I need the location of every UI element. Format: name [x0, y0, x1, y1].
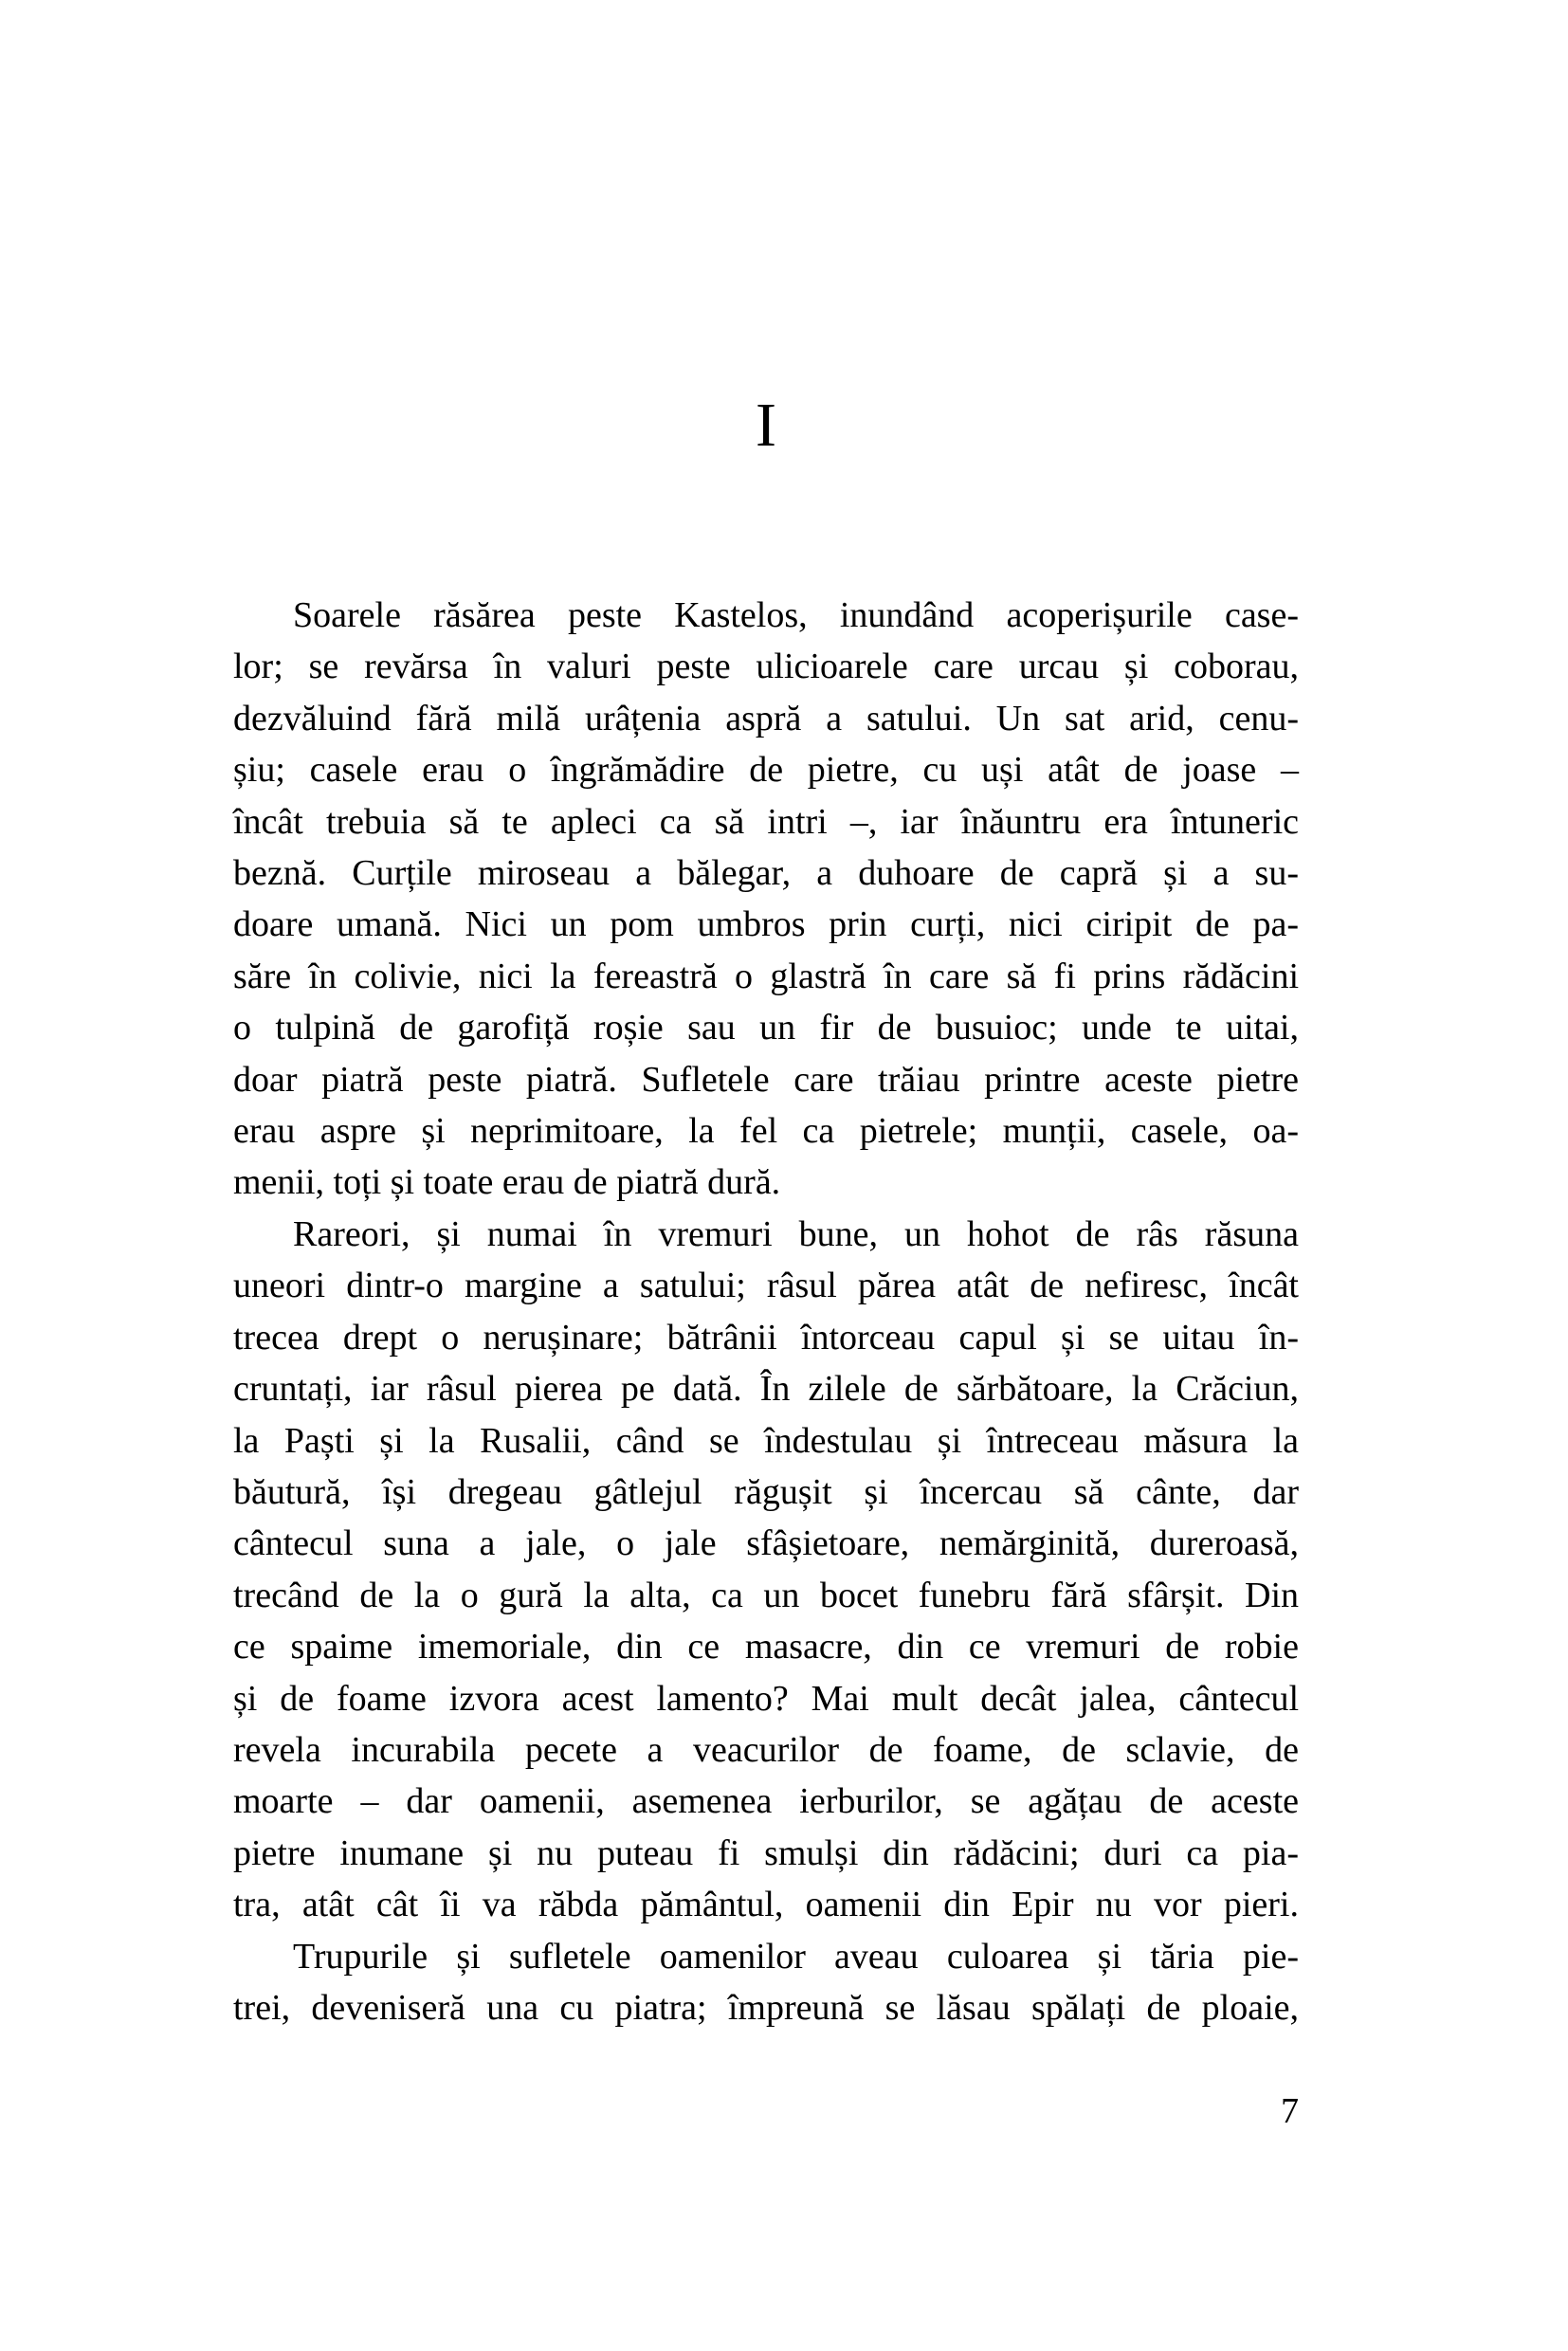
text-line: Rareori, și numai în vremuri bune, un hohot de râs răsuna	[293, 1213, 1299, 1254]
text-line: încât trebuia să te apleci ca să intri –, iar înăuntru era întuneric	[233, 801, 1299, 842]
text-line: beznă. Curțile miroseau a bălegar, a duhoare de capră și a su-	[233, 853, 1299, 894]
chapter-heading: I	[756, 391, 776, 460]
text-line: trecând de la o gură la alta, ca un bocet funebru fără sfârșit. Din	[233, 1575, 1299, 1615]
text-line: cântecul suna a jale, o jale sfâșietoare, nemărginită, dureroasă,	[233, 1523, 1299, 1564]
text-line: doare umană. Nici un pom umbros prin curți, nici ciripit de pa-	[233, 904, 1299, 945]
text-line: lor; se revărsa în valuri peste ulicioarele care urcau și coborau,	[233, 647, 1299, 687]
text-line: erau aspre și neprimitoare, la fel ca pietrele; munții, casele, oa-	[233, 1111, 1299, 1152]
text-line: revela incurabila pecete a veacurilor de foame, de sclavie, de	[233, 1729, 1299, 1770]
text-line: trei, deveniseră una cu piatra; împreună se lăsau spălați de ploaie,	[233, 1987, 1299, 2028]
text-line: săre în colivie, nici la fereastră o glastră în care să fi prins rădăcini	[233, 956, 1299, 996]
text-line: tra, atât cât îi va răbda pământul, oamenii din Epir nu vor pieri.	[233, 1885, 1299, 1925]
text-line: pietre inumane și nu puteau fi smulși din rădăcini; duri ca pia-	[233, 1832, 1299, 1873]
body-text	[233, 590, 1299, 2033]
page-number: 7	[1281, 2091, 1299, 2131]
text-line: o tulpină de garofiță roșie sau un fir de busuioc; unde te uitai,	[233, 1008, 1299, 1048]
text-line: și de foame izvora acest lamento? Mai mult decât jalea, cântecul	[233, 1678, 1299, 1719]
text-line: trecea drept o nerușinare; bătrânii întorceau capul și se uitau în-	[233, 1317, 1299, 1358]
text-line: uneori dintr-o margine a satului; râsul părea atât de nefiresc, încât	[233, 1266, 1299, 1306]
text-line: Trupurile și sufletele oamenilor aveau culoarea și tăria pie-	[293, 1936, 1299, 1977]
text-line: Soarele răsărea peste Kastelos, inundând acoperișurile case-	[293, 595, 1299, 635]
text-line: doar piatră peste piatră. Sufletele care trăiau printre aceste pietre	[233, 1059, 1299, 1100]
text-line: la Paști și la Rusalii, când se îndestulau și întreceau măsura la	[233, 1420, 1299, 1461]
text-line: băutură, își dregeau gâtlejul răgușit și încercau să cânte, dar	[233, 1471, 1299, 1512]
text-line: șiu; casele erau o îngrămădire de pietre, cu uși atât de joase –	[233, 750, 1299, 791]
text-line: moarte – dar oamenii, asemenea ierburilor, se agățau de aceste	[233, 1781, 1299, 1822]
text-line: ce spaime imemoriale, din ce masacre, din ce vremuri de robie	[233, 1627, 1299, 1668]
text-line: menii, toți și toate erau de piatră dură.	[233, 1162, 781, 1203]
text-line: dezvăluind fără milă urâțenia aspră a satului. Un sat arid, cenu-	[233, 698, 1299, 738]
text-line: cruntați, iar râsul pierea pe dată. În zilele de sărbătoare, la Crăciun,	[233, 1369, 1299, 1410]
